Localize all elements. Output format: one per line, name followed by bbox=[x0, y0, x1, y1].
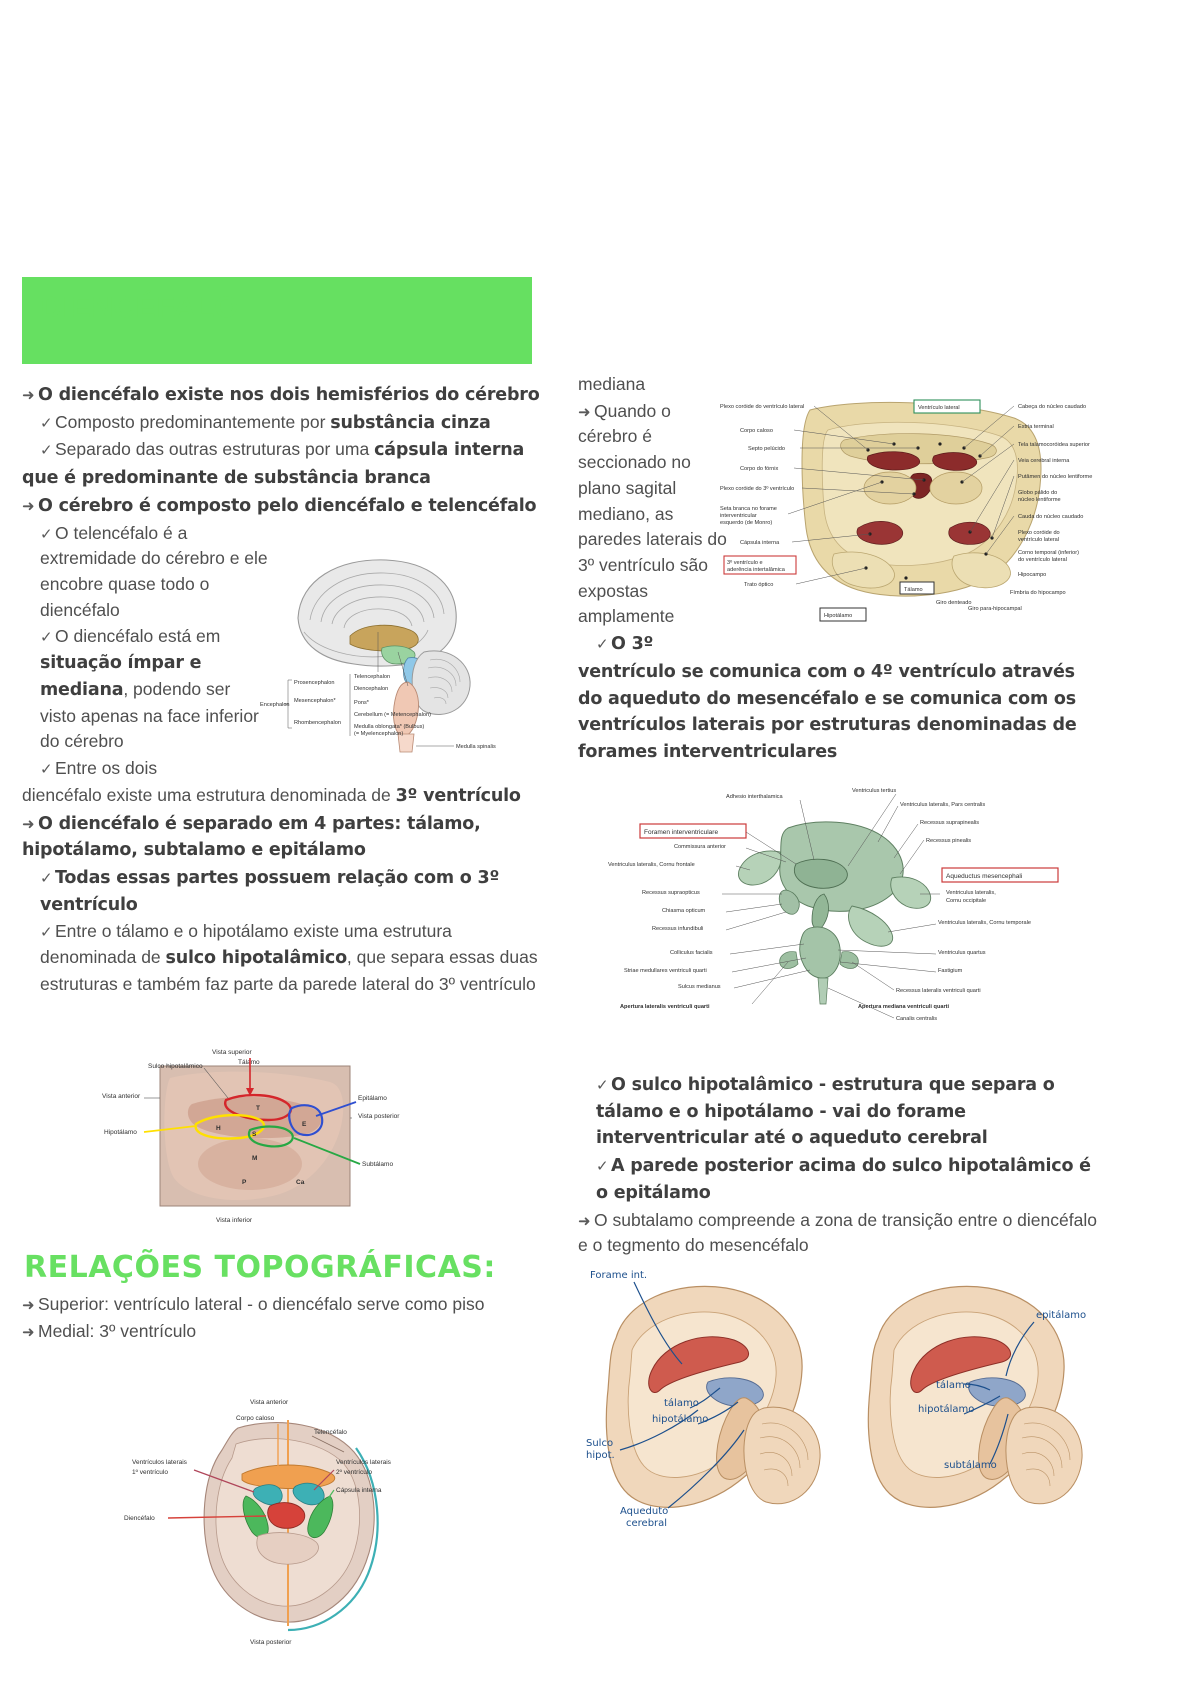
boxed-label-hypothalamus bbox=[820, 608, 866, 621]
label-hipotalamo-left: hipotálamo bbox=[652, 1414, 709, 1425]
svg-text:Aqueductus mesencephali: Aqueductus mesencephali bbox=[946, 873, 1023, 880]
svg-text:Corpo caloso: Corpo caloso bbox=[740, 428, 773, 434]
svg-text:Ventriculus lateralis, Pars ce: Ventriculus lateralis, Pars centralis bbox=[900, 802, 986, 808]
note-line bbox=[22, 811, 542, 864]
check-bullet-icon: ✓ bbox=[596, 636, 609, 654]
note-line bbox=[22, 1319, 542, 1345]
svg-text:Hipocampo: Hipocampo bbox=[1018, 572, 1047, 578]
check-bullet-icon: ✓ bbox=[596, 1158, 609, 1176]
svg-text:Vista superior: Vista superior bbox=[212, 1049, 252, 1056]
svg-text:Recessus suprapinealis: Recessus suprapinealis bbox=[920, 820, 980, 826]
label-sulco-hipot: Sulco bbox=[586, 1438, 614, 1449]
svg-text:Estria terminal: Estria terminal bbox=[1018, 424, 1054, 430]
body-text: , podendo ser visto apenas na face inferior do cérebro bbox=[40, 678, 259, 752]
emphasis-text: O sulco hipotalâmico - estrutura que separa o tálamo e o hipotálamo - vai do forame interventricular até o aqueduto cerebral bbox=[596, 1075, 1055, 1149]
note-line bbox=[22, 410, 542, 437]
svg-text:cerebral: cerebral bbox=[626, 1518, 668, 1529]
check-bullet-icon: ✓ bbox=[40, 525, 53, 543]
svg-text:Tálamo: Tálamo bbox=[904, 587, 923, 593]
svg-text:Recessus infundibuli: Recessus infundibuli bbox=[652, 926, 704, 932]
boxed-label-thalamus bbox=[900, 582, 934, 594]
svg-text:Diencephalon: Diencephalon bbox=[354, 686, 389, 692]
svg-text:Chiasma opticum: Chiasma opticum bbox=[662, 908, 706, 914]
svg-text:P: P bbox=[242, 1179, 247, 1186]
body-text: O diencéfalo está em bbox=[55, 626, 221, 647]
svg-text:Epitálamo: Epitálamo bbox=[358, 1095, 387, 1102]
svg-text:Canalis centralis: Canalis centralis bbox=[896, 1016, 938, 1022]
figure-ventricular-cast bbox=[600, 782, 1090, 1022]
boxed-label-aqueductus-mesencephali bbox=[942, 868, 1058, 882]
label-subtalamo: subtálamo bbox=[944, 1460, 997, 1471]
figure-label-column-1 bbox=[294, 680, 341, 726]
label-hipotalamo-right: hipotálamo bbox=[918, 1404, 975, 1415]
body-text: Separado das outras estruturas por uma bbox=[55, 439, 375, 460]
svg-text:Ventrículos laterais: Ventrículos laterais bbox=[132, 1459, 187, 1466]
svg-text:3º ventrículo e: 3º ventrículo e bbox=[727, 560, 763, 566]
svg-text:Medulla spinalis: Medulla spinalis bbox=[456, 744, 496, 750]
fourth-ventricle bbox=[800, 927, 841, 978]
svg-text:Corpo do fórnix: Corpo do fórnix bbox=[740, 466, 779, 472]
note-line bbox=[578, 1208, 1098, 1259]
frontal-horn bbox=[738, 851, 780, 885]
central-canal bbox=[818, 978, 828, 1004]
svg-text:Tela talamocoróidea superior: Tela talamocoróidea superior bbox=[1018, 442, 1090, 448]
thalamus-right bbox=[930, 472, 982, 504]
label-aqueduto-cerebral: Aqueduto bbox=[620, 1506, 669, 1517]
left-figure-labels-2 bbox=[608, 844, 726, 1010]
svg-text:1º ventrículo: 1º ventrículo bbox=[132, 1469, 168, 1476]
svg-text:Ventriculus lateralis, Cornu f: Ventriculus lateralis, Cornu frontale bbox=[608, 862, 695, 868]
svg-text:Sulco hipotalâmico: Sulco hipotalâmico bbox=[148, 1063, 203, 1070]
page-title: DIENCÉFALO bbox=[40, 291, 239, 324]
svg-text:Globo pálido do: Globo pálido do bbox=[1018, 490, 1058, 496]
diencephalon-coronal bbox=[268, 1503, 305, 1529]
svg-text:Corno temporal (inferior): Corno temporal (inferior) bbox=[1018, 550, 1079, 556]
check-bullet-icon: ✓ bbox=[40, 869, 53, 887]
body-text: diencéfalo existe uma estrutura denominada de bbox=[22, 784, 396, 805]
note-line bbox=[578, 372, 728, 398]
emphasis-text: que é predominante de substância branca bbox=[22, 468, 431, 489]
body-text: Composto predominantemente por bbox=[55, 411, 331, 432]
svg-text:Cápsula interna: Cápsula interna bbox=[740, 540, 780, 546]
temporal-horn bbox=[848, 906, 892, 946]
coronal-drawing-svg bbox=[118, 1390, 448, 1650]
body-text: Medial: 3º ventrículo bbox=[38, 1320, 197, 1341]
svg-text:Colliculus facialis: Colliculus facialis bbox=[670, 950, 713, 956]
label-forame-int: Forame int. bbox=[590, 1270, 648, 1281]
svg-text:interventricular: interventricular bbox=[720, 513, 757, 519]
svg-text:esquerdo (de Monro): esquerdo (de Monro) bbox=[720, 520, 773, 526]
svg-text:núcleo lentiforme: núcleo lentiforme bbox=[1018, 497, 1061, 503]
boxed-label-foramen-interventriculare bbox=[640, 824, 746, 838]
section-heading-topographic: RELAÇÕES TOPOGRÁFICAS: bbox=[24, 1250, 496, 1285]
svg-text:aderência intertalâmica: aderência intertalâmica bbox=[727, 567, 785, 573]
body-text: mediana bbox=[578, 374, 646, 394]
emphasis-text: O 3º bbox=[611, 634, 654, 655]
title-banner bbox=[22, 277, 532, 364]
svg-text:Prosencephalon: Prosencephalon bbox=[294, 680, 335, 686]
svg-text:Telencephalon: Telencephalon bbox=[354, 674, 391, 680]
svg-text:Hipotálamo: Hipotálamo bbox=[104, 1129, 137, 1136]
cerebellum-right bbox=[1006, 1407, 1082, 1504]
svg-text:do ventrículo lateral: do ventrículo lateral bbox=[1018, 557, 1067, 563]
arrow-bullet-icon: ➜ bbox=[578, 1212, 591, 1230]
svg-text:Cabeça do núcleo caudado: Cabeça do núcleo caudado bbox=[1018, 404, 1087, 410]
svg-text:Rhombencephalon: Rhombencephalon bbox=[294, 720, 341, 726]
body-text: , que separa essas duas estruturas e também faz parte da parede lateral do 3º ventrículo bbox=[40, 947, 538, 994]
emphasis-text: Todas essas partes possuem relação com o 3º ventrículo bbox=[40, 867, 500, 915]
occipital-horn bbox=[891, 877, 931, 908]
topographic-lines bbox=[22, 1292, 542, 1345]
note-line bbox=[22, 437, 542, 464]
note-line bbox=[22, 382, 542, 409]
svg-text:Plexo coróide do 3º ventrículo: Plexo coróide do 3º ventrículo bbox=[720, 486, 795, 492]
svg-text:H: H bbox=[216, 1125, 221, 1132]
svg-text:ventrículo lateral: ventrículo lateral bbox=[1018, 537, 1060, 543]
svg-text:Cornu occipitale: Cornu occipitale bbox=[946, 898, 987, 904]
svg-text:Cauda do núcleo caudado: Cauda do núcleo caudado bbox=[1018, 514, 1084, 520]
svg-text:Mesencephalon*: Mesencephalon* bbox=[294, 698, 336, 704]
body-text: Quando o cérebro é seccionado no plano sagital mediano, as paredes laterais do 3º ventrículo são expostas amplamente bbox=[578, 400, 727, 627]
arrow-bullet-icon: ➜ bbox=[22, 387, 35, 404]
left-sagittal-drawing bbox=[586, 1270, 820, 1529]
svg-text:Pons*: Pons* bbox=[354, 700, 369, 706]
body-text: Superior: ventrículo lateral - o diencéfalo serve como piso bbox=[38, 1294, 485, 1314]
svg-text:Corpo caloso: Corpo caloso bbox=[236, 1415, 275, 1422]
right-sagittal-drawing bbox=[868, 1286, 1086, 1507]
note-line bbox=[578, 1072, 1098, 1152]
boxed-label-third-ventricle bbox=[724, 556, 796, 574]
note-line bbox=[578, 659, 1098, 766]
svg-text:Foramen interventriculare: Foramen interventriculare bbox=[644, 829, 719, 836]
svg-text:Cerebellum (= Metencephalon): Cerebellum (= Metencephalon) bbox=[354, 712, 431, 718]
svg-text:(= Myelencephalon): (= Myelencephalon) bbox=[354, 731, 404, 737]
arrow-bullet-icon: ➜ bbox=[22, 815, 35, 833]
svg-text:Fímbria do hipocampo: Fímbria do hipocampo bbox=[1010, 590, 1066, 596]
svg-text:Subtálamo: Subtálamo bbox=[362, 1161, 394, 1168]
brain-sagittal-svg bbox=[258, 540, 520, 755]
svg-text:Ventriculus lateralis, Cornu t: Ventriculus lateralis, Cornu temporale bbox=[938, 920, 1031, 926]
check-bullet-icon: ✓ bbox=[596, 1077, 609, 1094]
body-text: O subtalamo compreende a zona de transição entre o diencéfalo e o tegmento do mesencéfalo bbox=[578, 1209, 1097, 1256]
note-line bbox=[22, 756, 268, 782]
svg-text:Giro denteado: Giro denteado bbox=[936, 600, 972, 606]
tissue-lower bbox=[198, 1138, 302, 1190]
note-line bbox=[22, 521, 268, 624]
svg-text:Ventriculus quartus: Ventriculus quartus bbox=[938, 950, 986, 956]
note-line bbox=[22, 493, 542, 520]
svg-text:Tálamo: Tálamo bbox=[238, 1059, 260, 1066]
figure-brain-sagittal bbox=[258, 540, 520, 755]
svg-text:Diencéfalo: Diencéfalo bbox=[124, 1515, 155, 1522]
emphasis-text: ventrículo se comunica com o 4º ventrículo através do aqueduto do mesencéfalo e se comunica com os ventrículos laterais por estruturas denominadas de forames interventriculares bbox=[578, 661, 1077, 763]
svg-text:Recessus supraopticus: Recessus supraopticus bbox=[642, 890, 700, 896]
coronal-section-svg bbox=[718, 378, 1098, 643]
svg-text:E: E bbox=[302, 1121, 307, 1128]
svg-text:Plexo coróide do: Plexo coróide do bbox=[1018, 530, 1060, 536]
note-line bbox=[22, 624, 268, 755]
svg-text:hipot.: hipot. bbox=[586, 1450, 615, 1461]
svg-text:Commissura anterior: Commissura anterior bbox=[674, 844, 726, 850]
svg-text:Ca: Ca bbox=[296, 1179, 305, 1186]
svg-text:Septo pelúcido: Septo pelúcido bbox=[748, 446, 786, 452]
svg-text:Vista anterior: Vista anterior bbox=[250, 1399, 289, 1406]
svg-text:Ventriculus tertius: Ventriculus tertius bbox=[852, 788, 897, 794]
svg-text:Ventrículos laterais: Ventrículos laterais bbox=[336, 1459, 391, 1466]
svg-text:Adhesio interthalamica: Adhesio interthalamica bbox=[726, 794, 783, 800]
figure-hypothalamic-sulcus bbox=[100, 1038, 445, 1228]
two-sagittal-svg bbox=[578, 1258, 1098, 1558]
svg-text:Ventriculus lateralis,: Ventriculus lateralis, bbox=[946, 890, 996, 896]
label-encephalon: Encephalon bbox=[260, 702, 290, 708]
check-bullet-icon: ✓ bbox=[40, 629, 53, 647]
emphasis-text: diencéfalo é separado em 4 partes: tálamo, hipotálamo, subtalamo e epitálamo bbox=[22, 813, 481, 861]
cerebellum-outline bbox=[412, 651, 470, 715]
emphasis-text: cápsula interna bbox=[374, 440, 525, 461]
figure-coronal-drawing bbox=[118, 1390, 448, 1650]
svg-text:Giro para-hipocampal: Giro para-hipocampal bbox=[968, 606, 1022, 612]
figure-coronal-section bbox=[718, 378, 1098, 643]
svg-text:Vista inferior: Vista inferior bbox=[216, 1217, 253, 1224]
svg-text:Vista anterior: Vista anterior bbox=[102, 1093, 141, 1100]
svg-text:Seta branca no forame: Seta branca no forame bbox=[720, 506, 777, 512]
note-line bbox=[22, 865, 542, 918]
svg-text:Hipotálamo: Hipotálamo bbox=[824, 613, 853, 619]
emphasis-text: substância cinza bbox=[330, 412, 491, 433]
note-line bbox=[578, 1153, 1098, 1206]
svg-text:Plexo coróide do ventrículo la: Plexo coróide do ventrículo lateral bbox=[720, 404, 805, 410]
sulcus-photo-svg bbox=[100, 1038, 445, 1228]
svg-text:M: M bbox=[252, 1155, 258, 1162]
emphasis-text: situação ímpar e mediana bbox=[40, 653, 202, 700]
svg-text:Sulcus medianus: Sulcus medianus bbox=[678, 984, 721, 990]
svg-text:Medulla oblongata* (Bulbus): Medulla oblongata* (Bulbus) bbox=[354, 724, 425, 730]
check-bullet-icon: ✓ bbox=[40, 761, 53, 779]
cerebellum-left bbox=[744, 1407, 820, 1504]
temporal-horn-left bbox=[857, 521, 903, 544]
svg-text:Putâmen do núcleo lentiforme: Putâmen do núcleo lentiforme bbox=[1018, 474, 1093, 480]
note-line bbox=[22, 465, 542, 492]
figure-two-sagittal-drawings bbox=[578, 1258, 1098, 1558]
arrow-bullet-icon: ➜ bbox=[22, 497, 35, 515]
svg-text:S: S bbox=[252, 1131, 257, 1138]
label-talamo-right: tálamo bbox=[936, 1380, 971, 1391]
emphasis-text: O diencéfalo existe nos dois hemisférios do cérebro bbox=[38, 385, 540, 405]
emphasis-text: O bbox=[38, 813, 59, 834]
svg-text:Ventrículo lateral: Ventrículo lateral bbox=[918, 405, 960, 411]
svg-text:Apertura lateralis ventriculi: Apertura lateralis ventriculi quarti bbox=[620, 1004, 710, 1010]
svg-text:Recessus pinealis: Recessus pinealis bbox=[926, 838, 972, 844]
svg-text:Vista posterior: Vista posterior bbox=[358, 1113, 400, 1120]
boxed-label-lateral-ventricle bbox=[914, 400, 980, 413]
right-text-column-mid bbox=[578, 1072, 1098, 1260]
arrow-bullet-icon: ➜ bbox=[22, 1297, 35, 1314]
svg-text:Veia cerebral interna: Veia cerebral interna bbox=[1018, 458, 1070, 464]
svg-text:Cápsula interna: Cápsula interna bbox=[336, 1487, 382, 1494]
svg-text:T: T bbox=[256, 1105, 260, 1112]
arrow-bullet-icon: ➜ bbox=[22, 1323, 35, 1341]
svg-text:Trato óptico: Trato óptico bbox=[744, 582, 774, 588]
note-line bbox=[578, 399, 728, 630]
check-bullet-icon: ✓ bbox=[40, 414, 53, 432]
svg-text:Striae medullares ventriculi q: Striae medullares ventriculi quarti bbox=[624, 968, 707, 974]
body-text: O telencéfalo é a extremidade do cérebro e ele encobre quase todo o diencéfalo bbox=[40, 522, 268, 620]
lateral-ventricle-right bbox=[933, 453, 977, 471]
svg-text:Telencéfalo: Telencéfalo bbox=[314, 1429, 347, 1436]
ventricular-cast-svg bbox=[600, 782, 1090, 1022]
emphasis-text: O cérebro é composto pelo diencéfalo e telencéfalo bbox=[38, 495, 537, 516]
body-text: Entre os dois bbox=[55, 758, 158, 779]
note-line bbox=[22, 783, 542, 810]
emphasis-text: 3º ventrículo bbox=[395, 785, 521, 806]
body-text: Entre o tálamo e o hipotálamo existe uma estrutura denominada de bbox=[40, 921, 452, 968]
emphasis-text: sulco hipotalâmico bbox=[165, 948, 347, 969]
svg-text:Fastigium: Fastigium bbox=[938, 968, 963, 974]
arrow-bullet-icon: ➜ bbox=[578, 403, 591, 421]
lateral-aperture-right bbox=[840, 952, 858, 969]
check-bullet-icon: ✓ bbox=[40, 924, 53, 942]
check-bullet-icon: ✓ bbox=[40, 442, 53, 460]
note-line bbox=[22, 1292, 542, 1318]
note-line bbox=[22, 919, 542, 997]
label-talamo-left: tálamo bbox=[664, 1398, 699, 1409]
right-figure-labels-2 bbox=[858, 890, 1031, 1022]
svg-text:Vista posterior: Vista posterior bbox=[250, 1639, 292, 1646]
svg-text:Recessus lateralis ventriculi: Recessus lateralis ventriculi quarti bbox=[896, 988, 981, 994]
svg-text:Apertura mediana ventriculi qu: Apertura mediana ventriculi quarti bbox=[858, 1004, 950, 1010]
label-epitalamo: epitálamo bbox=[1036, 1310, 1087, 1321]
emphasis-text: A parede posterior acima do sulco hipotalâmico é o epitálamo bbox=[596, 1156, 1091, 1203]
svg-text:2º ventrículo: 2º ventrículo bbox=[336, 1469, 372, 1476]
